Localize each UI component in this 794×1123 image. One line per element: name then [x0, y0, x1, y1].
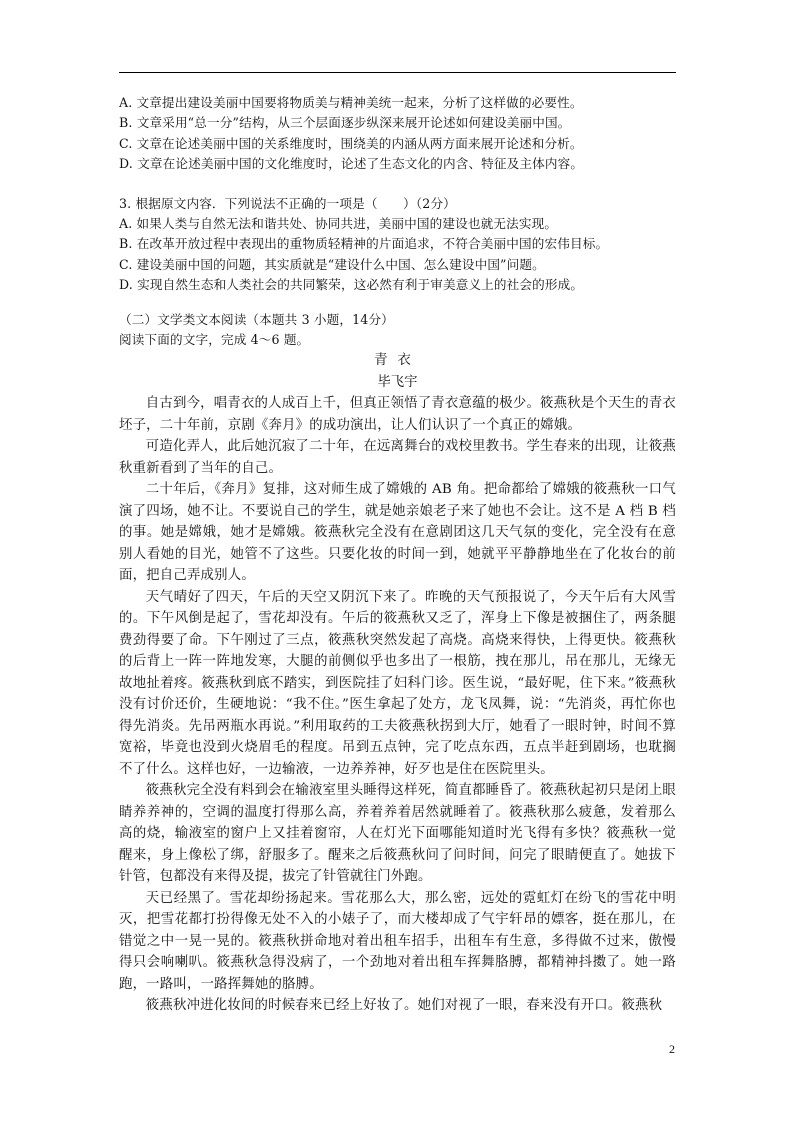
paragraph: 自古到今，唱青衣的人成百上千，但真正领悟了青衣意蕴的极少。筱燕秋是个天生的青衣坯子，二十年前，京剧《奔月》的成功演出，让人们认识了一个真正的嫦娥。 — [119, 396, 676, 433]
question-2-options — [119, 93, 676, 175]
page-number: 2 — [669, 1042, 675, 1056]
paragraph: 可造化弄人，此后她沉寂了二十年，在远离舞台的戏校里教书。学生春来的出现，让筱燕秋重新看到了当年的自己。 — [119, 439, 676, 476]
paragraph: 筱燕秋完全没有料到会在输液室里头睡得这样死，简直都睡昏了。筱燕秋起初只是闭上眼睛养养神的，空调的温度打得那么高，养着养着居然就睡着了。筱燕秋那么疲惫，发着那么高的烧，输液室的窗户上又挂着窗帘，人在灯光下面哪能知道时光飞得有多快？筱燕秋一觉醒来，身上像松了绑，舒服多了。醒来之后筱燕秋问了问时间，问完了眼睛便直了。她拔下针管，包都没有来得及提，拔完了针管就往门外跑。 — [119, 783, 676, 885]
story-author: 毕飞宇 — [377, 374, 418, 390]
option-c: C. 文章在论述美丽中国的关系维度时，围绕美的内涵从两方面来展开论述和分析。 — [119, 135, 583, 151]
option-a: A. 文章提出建设美丽中国要将物质美与精神美统一起来，分析了这样做的必要性。 — [119, 95, 583, 110]
section-instruction: 阅读下面的文字，完成 4～6 题。 — [119, 332, 310, 348]
paragraph: 天已经黑了。雪花却纷扬起来。雪花那么大，那么密，远处的霓虹灯在纷飞的雪花中明灭，把雪花都打扮得像无处不入的小婊子了，而大楼却成了气宇轩昂的嫖客，挺在那儿，在错觉之中一晃一晃的。筱燕秋拼命地对着出租车招手，出租车有生意，多得做不过来，傲慢得只会响喇叭。筱燕秋急得没病了，一个劲地对着出租车挥舞胳膊，都精神抖擞了。她一路跑，一路叫，一路挥舞她的胳膊。 — [119, 890, 676, 992]
story-title: 青衣 — [374, 353, 421, 369]
option-b: B. 文章采用“总一分”结构，从三个层面逐步纵深来展开论述如何建设美丽中国。 — [119, 115, 571, 131]
option-d: D. 文章在论述美丽中国的文化维度时，论述了生态文化的内含、特征及主体内容。 — [119, 156, 584, 172]
option-a: A. 如果人类与自然无法和谐共处、协同共进，美丽中国的建设也就无法实现。 — [119, 216, 558, 232]
section-heading: （二）文学类文本阅读（本题共 3 小题，14分） — [119, 311, 394, 327]
option-c: C. 建设美丽中国的问题，其实质就是“建设什么中国、怎么建设中国”问题。 — [119, 256, 545, 272]
paragraph: 筱燕秋冲进化妆间的时候春来已经上好妆了。她们对视了一眼，春来没有开口。筱燕秋 — [145, 998, 663, 1014]
option-b: B. 在改革开放过程中表现出的重物质轻精神的片面追求，不符合美丽中国的宏伟目标。 — [119, 236, 609, 252]
paragraph: 天气晴好了四天，午后的天空又阴沉下来了。昨晚的天气预报说了，今天午后有大风雪的。下午风倒是起了，雪花却没有。午后的筱燕秋又乏了，浑身上下像是被捆住了，两条腿费劲得要了命。下午刚过了三点，筱燕秋突然发起了高烧。高烧来得快，上得更快。筱燕秋的后背上一阵一阵地发寒，大腿的前侧似乎也多出了一根筋，拽在那儿，吊在那儿，无缘无故地扯着疼。筱燕秋到底不踏实，到医院挂了妇科门诊。医生说，“最好呢，住下来。”筱燕秋没有讨价还价，生硬地说：“我不住。”医生拿起了处方，龙飞凤舞，说：“先消炎，再忙你也得先消炎。先吊两瓶水再说。”利用取药的工夫筱燕秋拐到大厅，她看了一眼时钟，时间不算宽裕，毕竟也没到火烧眉毛的程度。吊到五点钟，完了吃点东西，五点半赶到剧场，也耽搁不了什么。这样也好，一边输液，一边养养神，好歹也是住在医院里头。 — [119, 589, 676, 777]
document-body — [119, 93, 676, 1017]
question-3-stem: 3. 根据原文内容．下列说法不正确的一项是（ ）（2分） — [119, 195, 456, 211]
paragraph: 二十年后，《奔月》复排，这对师生成了嫦娥的 AB 角。把命都给了嫦娥的筱燕秋一口气演了四场，她不让。不要说自己的学生，就是她亲娘老子来了她也不会让。这不是 A 档 B 档的事。她是嫦娥，她才是嫦娥。筱燕秋完全没有在意剧团这几天气氛的变化，完全没有在意别人看她的目光，她管不了这些。只要化妆的时间一到，她就平平静静地坐在了化妆台的前面，把自己弄成别人。 — [119, 482, 676, 584]
header-rule — [119, 72, 676, 73]
option-d: D. 实现自然生态和人类社会的共同繁荣，这必然有利于审美意义上的社会的形成。 — [119, 277, 584, 293]
question-3 — [119, 194, 676, 296]
